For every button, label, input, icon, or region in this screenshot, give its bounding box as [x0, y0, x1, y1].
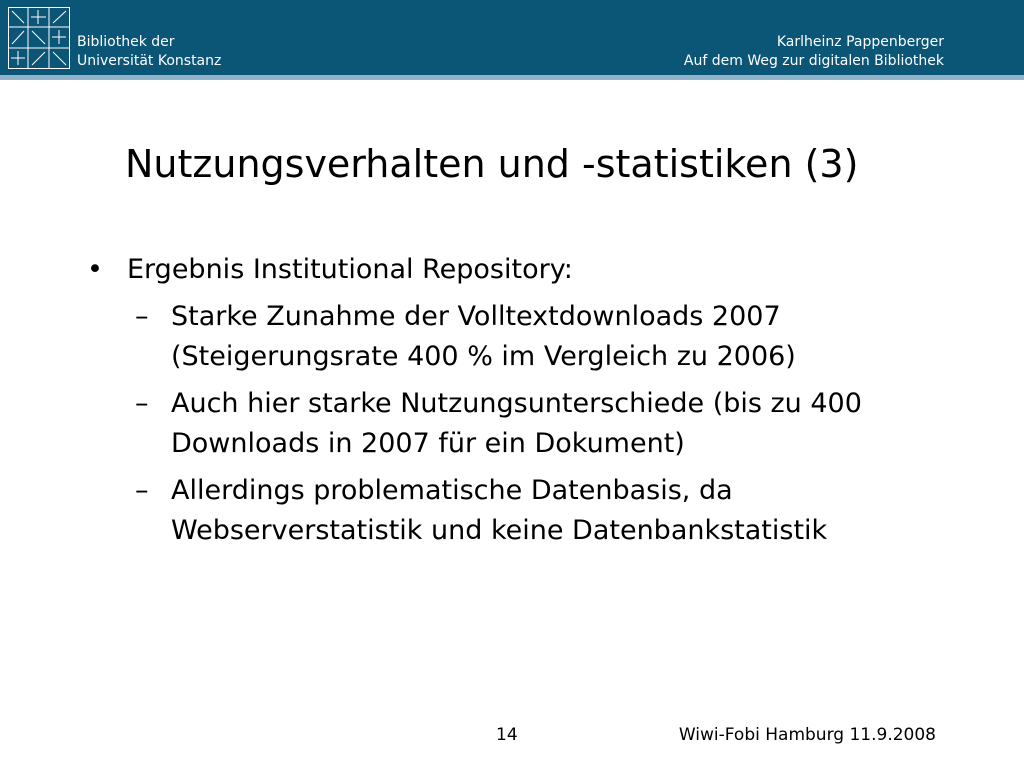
sub-bullet-item: [135, 297, 967, 377]
event-label: Wiwi-Fobi Hamburg 11.9.2008: [678, 725, 936, 745]
slide-content: [87, 250, 967, 558]
dash-marker: –: [135, 301, 149, 332]
sub-bullet-item: [135, 471, 967, 551]
sub-bullet-item: [135, 384, 967, 464]
bullet-text: Ergebnis Institutional Repository:: [127, 254, 573, 285]
university-logo-icon: [8, 7, 70, 69]
dash-marker: –: [135, 475, 149, 506]
institution-line-1: Bibliothek der: [77, 34, 175, 50]
sub-bullet-text: Allerdings problematische Datenbasis, da Webserverstatistik und keine Datenbankstatistik: [171, 475, 828, 546]
author-block: [684, 33, 944, 71]
institution-line-2: Universität Konstanz: [77, 53, 222, 69]
institution-name: [77, 33, 221, 71]
dash-marker: –: [135, 388, 149, 419]
talk-title: Auf dem Weg zur digitalen Bibliothek: [683, 53, 944, 69]
author-name: Karlheinz Pappenberger: [776, 34, 944, 50]
sub-bullet-text: Auch hier starke Nutzungsunterschiede (bis zu 400 Downloads in 2007 für ein Dokument): [171, 388, 862, 459]
header-divider: [0, 75, 1024, 80]
slide-header: [0, 0, 1024, 75]
bullet-marker: •: [87, 254, 103, 285]
bullet-item: [87, 250, 967, 290]
page-number: 14: [496, 725, 518, 745]
slide-title: Nutzungsverhalten und -statistiken (3): [125, 142, 859, 186]
sub-bullet-text: Starke Zunahme der Volltextdownloads 2007 (Steigerungsrate 400 % im Vergleich zu 2006): [171, 301, 796, 372]
